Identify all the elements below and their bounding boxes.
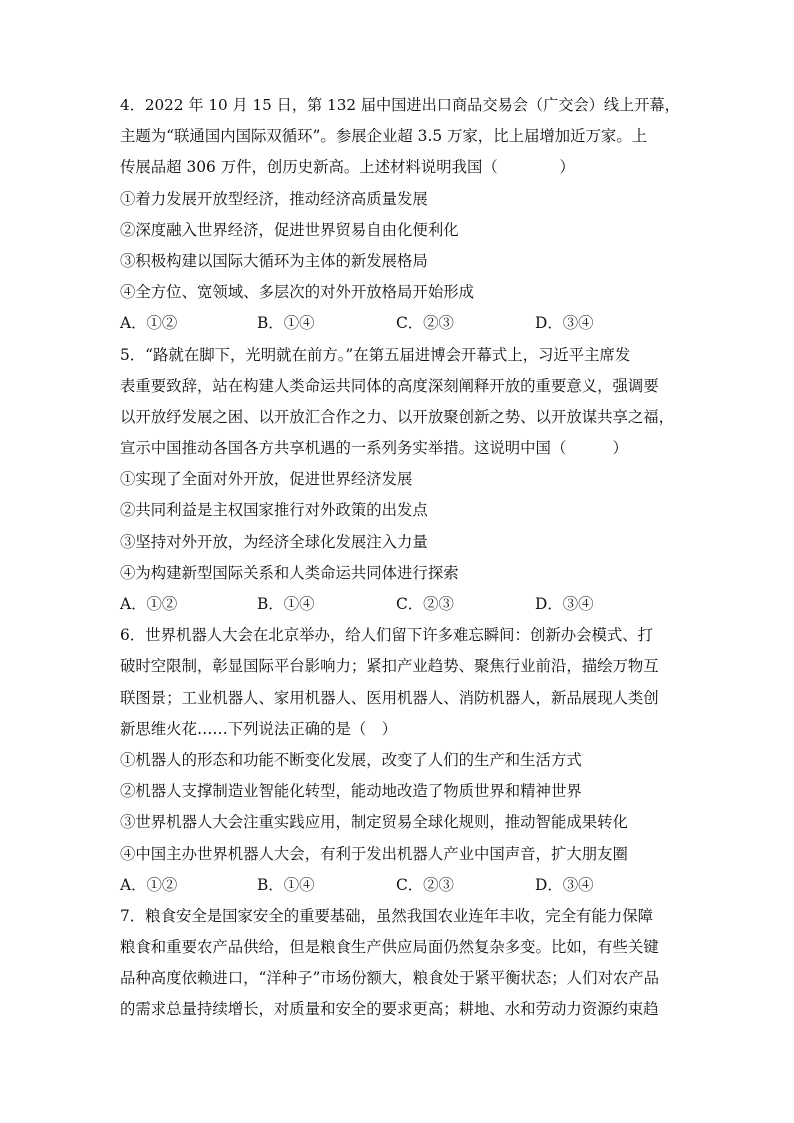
question-stem-line: 新思维火花……下列说法正确的是（ ） xyxy=(120,719,398,738)
question-stem-line: 宣示中国推动各国各方共享机遇的一系列务实举措。这说明中国（ ） xyxy=(120,439,628,458)
answer-option[interactable]: D．③④ xyxy=(535,314,594,333)
answer-options xyxy=(120,870,686,901)
statement-item: ①机器人的形态和功能不断变化发展，改变了人们的生产和生活方式 xyxy=(120,750,582,769)
statement-item: ④中国主办世界机器人大会，有利于发出机器人产业中国声音，扩大朋友圈 xyxy=(120,844,628,863)
statement-item: ②深度融入世界经济，促进世界贸易自由化便利化 xyxy=(120,220,459,239)
question-stem-line: 传展品超 306 万件，创历史新高。上述材料说明我国（ ） xyxy=(120,158,575,177)
answer-option[interactable]: C．②③ xyxy=(396,314,454,333)
question-block xyxy=(120,90,686,340)
question-stem-line: 主题为“联通国内国际双循环”。参展企业超 3.5 万家，比上届增加近万家。上 xyxy=(120,127,648,146)
answer-option[interactable]: B．①④ xyxy=(257,875,315,894)
statement-item: ④为构建新型国际关系和人类命运共同体进行探索 xyxy=(120,563,459,582)
statement-item: ③坚持对外开放，为经济全球化发展注入力量 xyxy=(120,532,428,551)
question-block xyxy=(120,340,686,621)
question-stem-line: 4．2022 年 10 月 15 日，第 132 届中国进出口商品交易会（广交会）线上开幕， xyxy=(120,96,680,114)
answer-option[interactable]: A．①② xyxy=(120,314,178,333)
question-stem-line: 5．“路就在脚下，光明就在前方。”在第五届进博会开幕式上，习近平主席发 xyxy=(120,345,631,364)
question-stem-line: 以开放纾发展之困、以开放汇合作之力、以开放聚创新之势、以开放谋共享之福， xyxy=(120,407,675,426)
question-stem-line: 粮食和重要农产品供给，但是粮食生产供应局面仍然复杂多变。比如，有些关键 xyxy=(120,938,659,957)
question-stem-line: 6．世界机器人大会在北京举办，给人们留下许多难忘瞬间：创新办会模式、打 xyxy=(120,626,654,645)
statement-item: ③积极构建以国际大循环为主体的新发展格局 xyxy=(120,251,428,270)
question-stem-line: 破时空限制，彰显国际平台影响力；紧扣产业趋势、聚焦行业前沿，描绘万物互 xyxy=(120,657,659,676)
statement-item: ②机器人支撑制造业智能化转型，能动地改造了物质世界和精神世界 xyxy=(120,782,582,801)
statement-item: ①实现了全面对外开放，促进世界经济发展 xyxy=(120,470,413,489)
answer-option[interactable]: C．②③ xyxy=(396,875,454,894)
statement-item: ③世界机器人大会注重实践应用，制定贸易全球化规则，推动智能成果转化 xyxy=(120,813,628,832)
answer-option[interactable]: B．①④ xyxy=(257,595,315,613)
answer-options xyxy=(120,308,686,339)
question-block xyxy=(120,620,686,901)
answer-option[interactable]: A．①② xyxy=(120,875,178,894)
statement-item: ②共同利益是主权国家推行对外政策的出发点 xyxy=(120,501,428,520)
question-stem-line: 联图景；工业机器人、家用机器人、医用机器人、消防机器人，新品展现人类创 xyxy=(120,688,659,707)
question-block xyxy=(120,901,686,1026)
question-stem-line: 7．粮食安全是国家安全的重要基础，虽然我国农业连年丰收，完全有能力保障 xyxy=(120,906,654,925)
answer-option[interactable]: B．①④ xyxy=(257,314,315,333)
statement-item: ④全方位、宽领域、多层次的对外开放格局开始形成 xyxy=(120,283,474,302)
statement-item: ①着力发展开放型经济，推动经济高质量发展 xyxy=(120,189,428,208)
question-stem-line: 的需求总量持续增长，对质量和安全的要求更高；耕地、水和劳动力资源约束趋 xyxy=(120,1000,659,1019)
answer-options xyxy=(120,589,686,620)
question-stem-line: 品种高度依赖进口，“洋种子”市场份额大，粮食处于紧平衡状态；人们对农产品 xyxy=(120,969,660,988)
question-stem-line: 表重要致辞，站在构建人类命运共同体的高度深刻阐释开放的重要意义，强调要 xyxy=(120,376,659,395)
answer-option[interactable]: D．③④ xyxy=(535,875,594,894)
answer-option[interactable]: C．②③ xyxy=(396,595,454,613)
question-list xyxy=(120,90,686,1026)
answer-option[interactable]: D．③④ xyxy=(535,595,594,613)
answer-option[interactable]: A．①② xyxy=(120,595,178,613)
